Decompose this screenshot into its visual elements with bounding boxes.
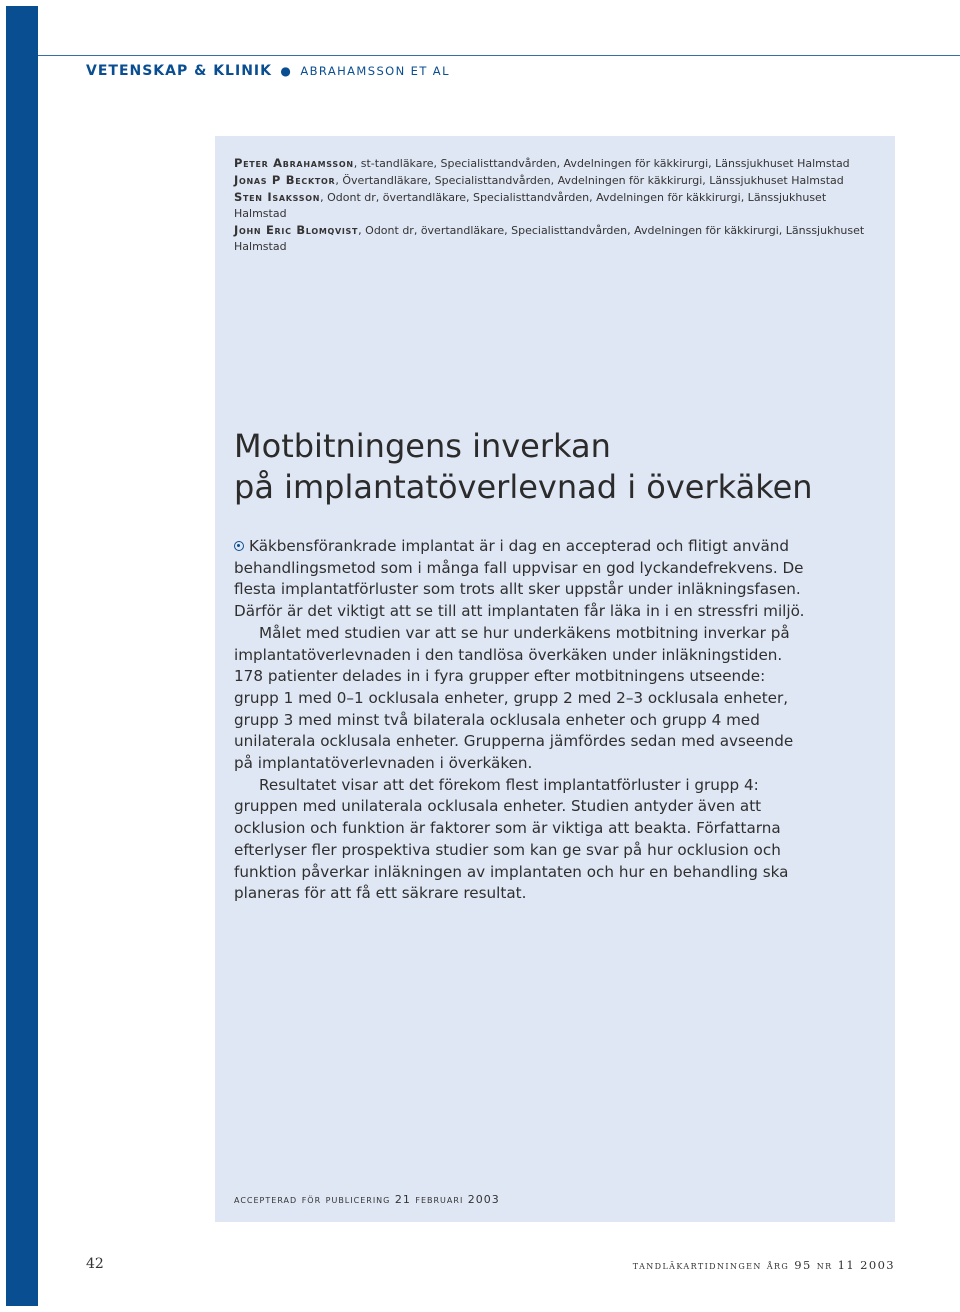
abstract-paragraph: Målet med studien var att se hur underkäkens motbitning inverkar på implantatöverlevnaden i den tandlösa överkäken under inläkningstiden. 178 patienter delades in i fyra grupper efter motbitningens utseende: grupp 1 med 0–1 ocklusala enheter, grupp 2 med 2–3 ocklusala enheter, grupp 3 med minst två bilaterala ocklusala enheter och grupp 4 med unilaterala ocklusala enheter. Grupperna jämfördes sedan med avseende på implantatöverlevnaden i överkäken. [234,623,794,773]
author-name: Jonas P Becktor [234,173,336,187]
accepted-date: accepterad för publicering 21 februari 2003 [234,1193,500,1206]
title-line-1: Motbitningens inverkan [234,427,611,465]
target-icon [234,541,244,551]
running-head [86,63,450,79]
author-detail: , st-tandläkare, Specialisttandvården, Avdelningen för käkkirurgi, Länssjukhuset Halmstad [353,157,850,170]
author-name: Peter Abrahamsson [234,156,354,170]
author-affiliation [234,172,874,189]
journal-footer: tandläkartidningen årg 95 nr 11 2003 [632,1258,895,1272]
author-affiliation [234,189,874,222]
author-affiliation [234,222,874,255]
author-name: John Eric Blomqvist [234,223,359,237]
article-panel [215,136,895,1222]
author-detail: , Odont dr, övertandläkare, Specialisttandvården, Avdelningen för käkkirurgi, Länssjukhuset Halmstad [234,191,827,220]
abstract-paragraph [234,536,809,623]
author-detail: , Odont dr, övertandläkare, Specialisttandvården, Avdelningen för käkkirurgi, Länssjukhuset Halmstad [234,224,865,253]
author-affiliations [234,155,874,255]
bullet-icon: ● [280,64,292,78]
running-head-authors: ABRAHAMSSON ET AL [300,64,450,78]
abstract-paragraph: Resultatet visar att det förekom flest implantatförluster i grupp 4: gruppen med unilaterala ocklusala enheter. Studien antyder även att ocklusion och funktion är faktorer som är viktiga att beakta. Författarna efterlyser fler prospektiva studier som kan ge svar på hur ocklusion och funktion påverkar inläkningen av implantaten och hur en behandling ska planeras för att få ett säkrare resultat. [234,775,789,903]
author-affiliation [234,155,874,172]
article-title [234,426,874,508]
title-line-2: på implantatöverlevnad i överkäken [234,468,813,506]
author-detail: , Övertandläkare, Specialisttandvården, Avdelningen för käkkirurgi, Länssjukhuset Halmstad [335,174,844,187]
abstract [234,536,809,905]
side-color-bar [6,6,38,1306]
section-label: VETENSKAP & KLINIK [86,63,272,79]
page-number: 42 [86,1256,104,1272]
top-rule [38,55,960,56]
author-name: Sten Isaksson [234,190,321,204]
abstract-text: Käkbensförankrade implantat är i dag en accepterad och flitigt använd behandlingsmetod som i många fall uppvisar en god lyckandefrekvens. De flesta implantatförluster som trots allt sker uppstår under inläkningsfasen. Därför är det viktigt att se till att implantaten får läka in i en stressfri miljö. [234,537,805,621]
